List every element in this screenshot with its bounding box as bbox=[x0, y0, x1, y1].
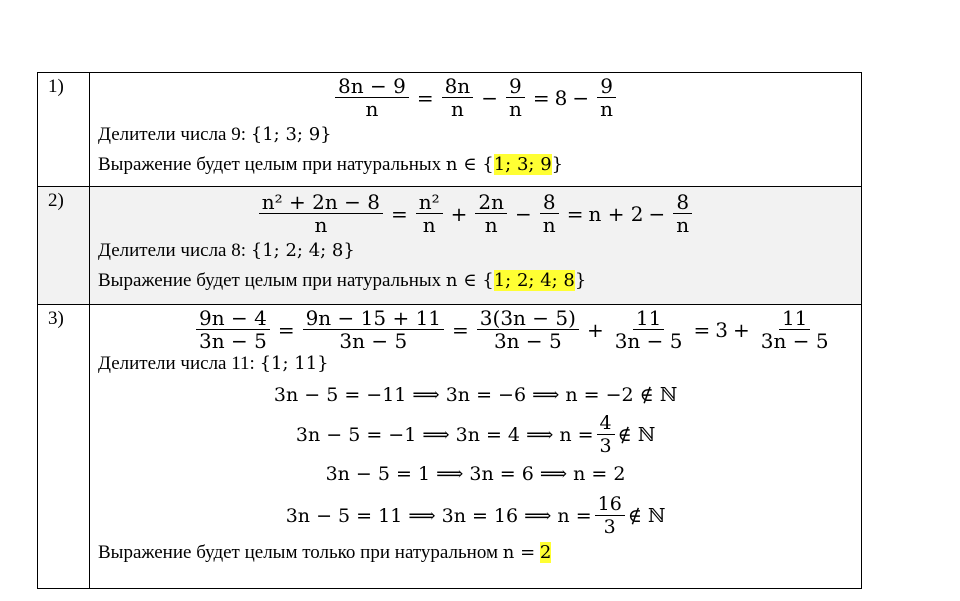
formula: $\frac{\text{n² + 2n − 8}}{n}$ = $\frac{\text{n²}}{n}$ + $\frac{2n}{n}$ − $\frac{8}{n}$ = n + 2 − $\frac{8}{n}$ bbox=[90, 191, 861, 236]
fraction: $\frac{9n - 4}{3n - 5}$ bbox=[196, 307, 270, 352]
fraction: $\frac{9n - 15 + 11}{3n - 5}$ bbox=[303, 307, 444, 352]
divisors-line: Делители числа 8: {1; 2; 4; 8} bbox=[98, 240, 355, 261]
solution-row-3 bbox=[38, 305, 862, 589]
fraction: $\frac{11}{3n - 5}$ bbox=[760, 306, 829, 353]
formula: $\frac{9n - 4}{3n - 5}$ = $\frac{9n - 15 + 11}{3n - 5}$ = $\frac{3(3n - 5)}{3n - 5}$ + $\frac{11}{3n - 5}$ = 3 + $\frac{11}{3n - 5}$ bbox=[90, 307, 861, 352]
answer-highlight: 1; 2; 4; 8 bbox=[493, 270, 575, 291]
case-line-3: 3n − 5 = 1 ⟹ 3n = 6 ⟹ n = 2 bbox=[325, 463, 626, 485]
conclusion-line: Выражение будет целым при натуральных n ∈ {1; 3; 9} bbox=[98, 154, 564, 175]
constant: 3 bbox=[715, 317, 729, 342]
row-content bbox=[90, 305, 862, 589]
fraction: $\frac{2n}{n}$ bbox=[475, 191, 507, 236]
row-content bbox=[90, 73, 862, 187]
fraction: $\frac{\text{n² + 2n − 8}}{n}$ bbox=[259, 191, 383, 236]
solution-table bbox=[37, 72, 862, 589]
divisors-line: Делители числа 9: {1; 3; 9} bbox=[98, 124, 332, 145]
fraction: $\frac{\text{n²}}{n}$ bbox=[416, 191, 443, 236]
row-number: 2) bbox=[38, 187, 90, 305]
fraction: $\frac{8}{n}$ bbox=[673, 191, 692, 236]
conclusion-line: Выражение будет целым при натуральных n ∈ {1; 2; 4; 8} bbox=[98, 270, 587, 291]
solution-row-2 bbox=[38, 187, 862, 305]
formula: $\frac{8n - 9}{n}$ = $\frac{8n}{n}$ − $\frac{9}{n}$ = 8 − $\frac{9}{n}$ bbox=[90, 75, 861, 120]
case-line-4: 3n − 5 = 11 ⟹ 3n = 16 ⟹ n = $\frac{16}{3}$ ∉ ℕ bbox=[285, 493, 666, 538]
fraction: $\frac{8}{n}$ bbox=[540, 191, 559, 236]
row-number: 3) bbox=[38, 305, 90, 589]
fraction: $\frac{16}{3}$ bbox=[595, 493, 625, 538]
expression: n + 2 bbox=[588, 201, 644, 226]
answer-highlight: 2 bbox=[539, 542, 552, 563]
fraction: $\frac{4}{3}$ bbox=[597, 412, 615, 457]
fraction: $\frac{11}{3n - 5}$ bbox=[614, 306, 683, 353]
fraction: $\frac{8n - 9}{n}$ bbox=[335, 75, 409, 120]
answer-highlight: 1; 3; 9 bbox=[493, 154, 552, 175]
divisors-line: Делители числа 11: {1; 11} bbox=[98, 353, 329, 374]
fraction: $\frac{9}{n}$ bbox=[597, 75, 616, 120]
fraction: $\frac{8n}{n}$ bbox=[442, 75, 474, 120]
solution-row-1 bbox=[38, 73, 862, 187]
fraction: $\frac{3(3n - 5)}{3n - 5}$ bbox=[477, 307, 579, 352]
case-line-1: 3n − 5 = −11 ⟹ 3n = −6 ⟹ n = −2 ∉ ℕ bbox=[273, 384, 678, 406]
row-content bbox=[90, 187, 862, 305]
row-number: 1) bbox=[38, 73, 90, 187]
conclusion-line: Выражение будет целым только при натуральном n = 2 bbox=[98, 542, 552, 563]
case-line-2: 3n − 5 = −1 ⟹ 3n = 4 ⟹ n = $\frac{4}{3}$ ∉ ℕ bbox=[295, 412, 656, 457]
constant: 8 bbox=[554, 85, 568, 110]
fraction: $\frac{9}{n}$ bbox=[506, 75, 525, 120]
